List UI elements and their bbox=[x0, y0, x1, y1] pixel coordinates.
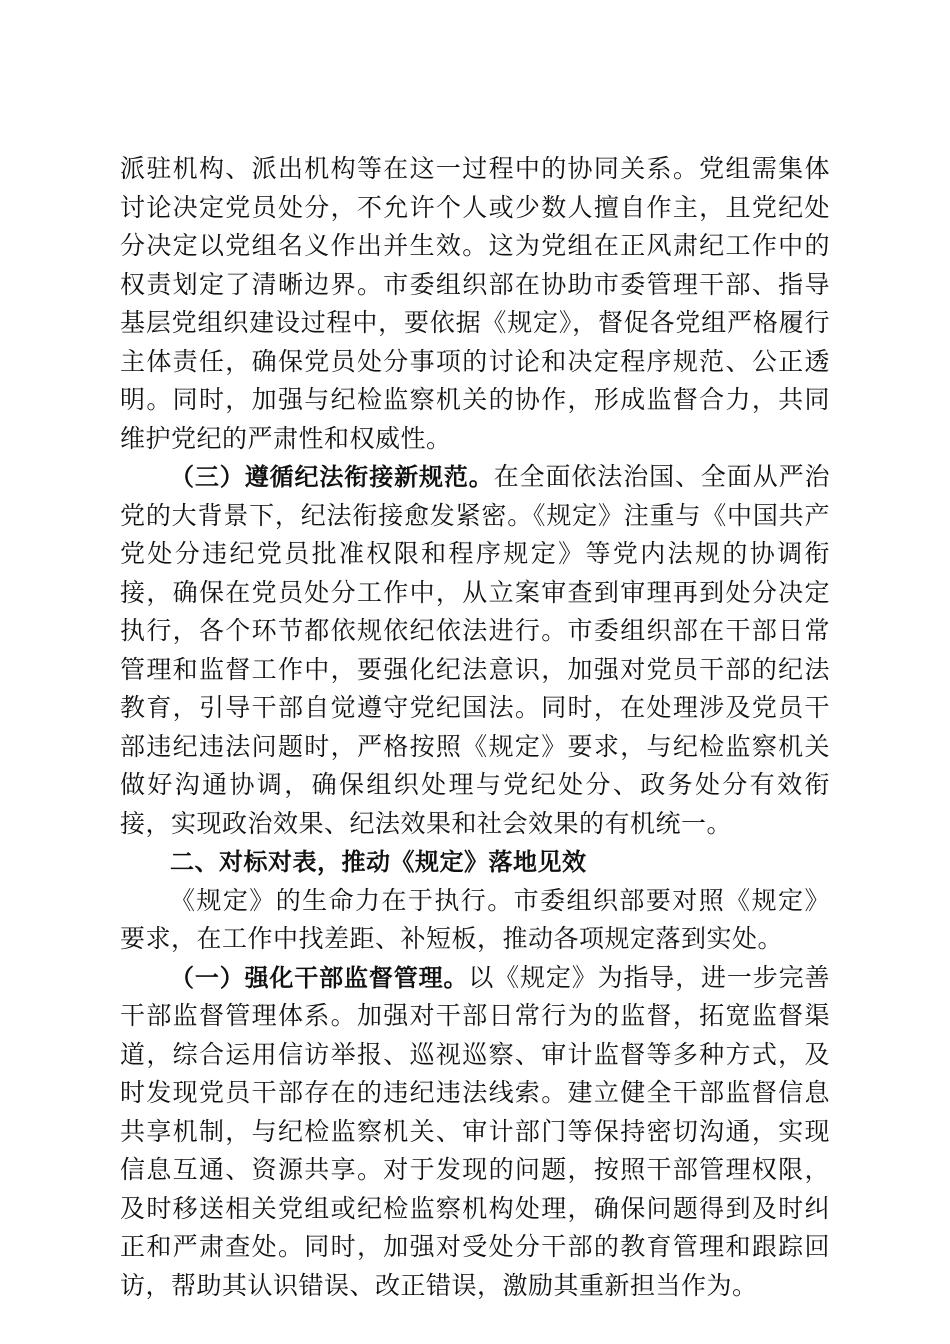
paragraph-part-2-intro: 《规定》的生命力在于执行。市委组织部要对照《规定》要求，在工作中找差距、补短板，推动各项规定落到实处。 bbox=[120, 885, 830, 953]
subsection-1-lead: （一）强化干部监督管理。 bbox=[170, 963, 469, 992]
subsection-1-body: 以《规定》为指导，进一步完善干部监督管理体系。加强对干部日常行为的监督，拓宽监督渠道，综合运用信访举报、巡视巡察、审计监督等多种方式，及时发现党员干部存在的违纪违法线索。建立健全干部监督信息共享机制，与纪检监察机关、审计部门等保持密切沟通，实现信息互通、资源共享。对于发现的问题，按照干部管理权限，及时移送相关党组或纪检监察机构处理，确保问题得到及时纠正和严肃查处。同时，加强对受处分干部的教育管理和跟踪回访，帮助其认识错误、改正错误，激励其重新担当作为。 bbox=[120, 962, 830, 1300]
section-3-lead: （三）遵循纪法衔接新规范。 bbox=[170, 463, 494, 491]
section-3-body: 在全面依法治国、全面从严治党的大背景下，纪法衔接愈发紧密。《规定》注重与《中国共产党处分违纪党员批准权限和程序规定》等党内法规的协调衔接，确保在党员处分工作中，从立案审查到审理再到处分决定执行，各个环节都依规依纪依法进行。市委组织部在干部日常管理和监督工作中，要强化纪法意识，加强对党员干部的纪法教育，引导干部自觉遵守党纪国法。同时，在处理涉及党员干部违纪违法问题时，严格按照《规定》要求，与纪检监察机关做好沟通协调，确保组织处理与党纪处分、政务处分有效衔接，实现政治效果、纪法效果和社会效果的有机统一。 bbox=[120, 462, 830, 838]
paragraph-section-3 bbox=[120, 458, 830, 843]
paragraph-subsection-1 bbox=[120, 959, 830, 1306]
document-page bbox=[120, 150, 830, 1305]
paragraph-continued: 派驻机构、派出机构等在这一过程中的协同关系。党组需集体讨论决定党员处分，不允许个人或少数人擅自作主，且党纪处分决定以党组名义作出并生效。这为党组在正风肃纪工作中的权责划定了清晰边界。市委组织部在协助市委管理干部、指导基层党组织建设过程中，要依据《规定》，督促各党组严格履行主体责任，确保党员处分事项的讨论和决定程序规范、公正透明。同时，加强与纪检监察机关的协作，形成监督合力，共同维护党纪的严肃性和权威性。 bbox=[120, 154, 830, 453]
heading-part-2: 二、对标对表，推动《规定》落地见效 bbox=[170, 848, 587, 876]
